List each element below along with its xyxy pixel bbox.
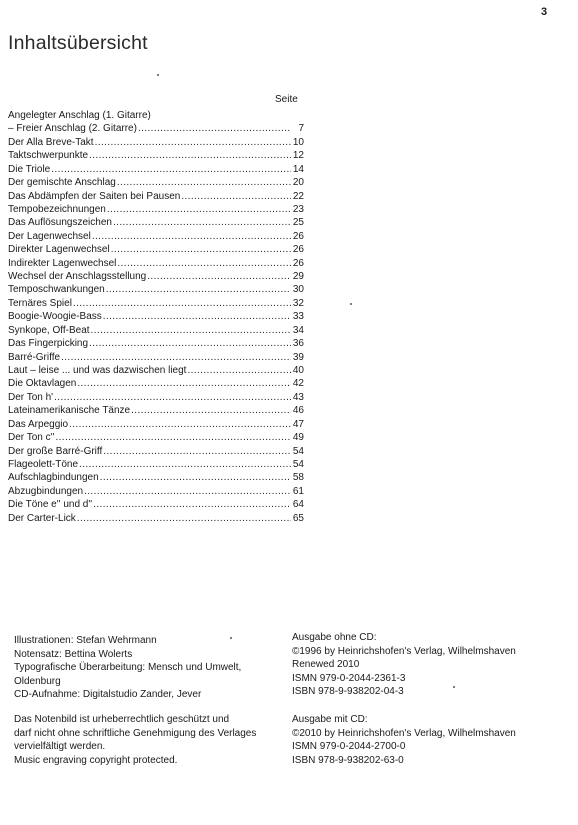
copyright-notice — [14, 713, 256, 767]
toc-entry-page: 43 — [292, 391, 304, 403]
toc-entry-page: 46 — [292, 405, 304, 417]
toc-leader-dots — [138, 122, 291, 135]
typography-credit: Typografische Überarbeitung: Mensch und Umwelt, — [14, 662, 242, 673]
toc-entry-title: Tempobezeichnungen — [8, 203, 106, 215]
toc-entry-title: Der Carter-Lick — [8, 512, 76, 524]
toc-entry-page: 30 — [292, 284, 304, 296]
credits-block — [14, 634, 241, 702]
toc-entry-title: Indirekter Lagenwechsel — [8, 257, 117, 269]
toc-entry — [8, 471, 304, 484]
toc-entry — [8, 351, 304, 364]
toc-leader-dots — [117, 257, 291, 270]
page-number: 3 — [541, 6, 548, 18]
toc-leader-dots — [113, 216, 291, 229]
toc-entry-title: – Freier Anschlag (2. Gitarre) — [8, 123, 137, 135]
toc-entry-title: Lateinamerikanische Tänze — [8, 405, 131, 417]
edition-heading: Ausgabe mit CD: — [292, 714, 368, 725]
toc-leader-dots — [92, 230, 291, 243]
toc-entry — [8, 109, 304, 122]
toc-entry — [8, 270, 304, 283]
toc-entry-page: 42 — [292, 378, 304, 390]
notice-line: darf nicht ohne schriftliche Genehmigung des Verlages — [14, 727, 257, 739]
toc-leader-dots — [187, 364, 291, 377]
edition-heading: Ausgabe ohne CD: — [292, 632, 377, 643]
toc-entry — [8, 337, 304, 350]
toc-entry-title: Synkope, Off-Beat — [8, 324, 90, 336]
toc-entry — [8, 230, 304, 243]
toc-entry-page: 34 — [292, 324, 304, 336]
toc-entry-title: Barré-Griffe — [8, 351, 61, 363]
toc-entry-title: Flageolett-Töne — [8, 458, 79, 470]
toc-entry — [8, 216, 304, 229]
table-of-contents — [8, 109, 304, 525]
page-title: Inhaltsübersicht — [8, 32, 148, 54]
toc-leader-dots — [77, 377, 291, 390]
toc-entry — [8, 283, 304, 296]
edition-copyright: ©2010 by Heinrichshofen's Verlag, Wilhelmshaven — [292, 727, 516, 739]
scan-speck — [453, 686, 455, 688]
edition-isbn: ISBN 978-9-938202-04-3 — [292, 686, 404, 697]
toc-entry — [8, 404, 304, 417]
toc-leader-dots — [106, 283, 291, 296]
edition-with-cd — [292, 713, 516, 767]
toc-entry — [8, 310, 304, 323]
scan-speck — [350, 303, 352, 305]
toc-entry — [8, 257, 304, 270]
toc-entry-page: 47 — [292, 418, 304, 430]
toc-entry-title: Abzugbindungen — [8, 485, 84, 497]
toc-entry-page: 33 — [292, 311, 304, 323]
toc-entry-page: 26 — [292, 244, 304, 256]
toc-entry-page: 64 — [292, 499, 304, 511]
toc-entry-page: 29 — [292, 271, 304, 283]
toc-entry-title: Die Oktavlagen — [8, 378, 77, 390]
toc-entry — [8, 431, 304, 444]
toc-entry-title: Ternäres Spiel — [8, 297, 72, 309]
toc-entry — [8, 512, 304, 525]
toc-page-column-header: Seite — [275, 94, 298, 105]
notesetting-credit: Notensatz: Bettina Wolerts — [14, 648, 133, 660]
toc-entry-title: Das Auflösungszeichen — [8, 217, 112, 229]
toc-entry — [8, 418, 304, 431]
toc-entry-title: Der Alla Breve-Takt — [8, 136, 94, 148]
toc-entry-page: 54 — [292, 445, 304, 457]
illustrations-credit: Illustrationen: Stefan Wehrmann — [14, 635, 157, 646]
toc-leader-dots — [147, 270, 291, 283]
toc-entry-title: Der große Barré-Griff — [8, 445, 103, 457]
scan-speck — [157, 74, 159, 76]
toc-entry-title: Angelegter Anschlag (1. Gitarre) — [8, 110, 151, 121]
toc-leader-dots — [103, 310, 291, 323]
toc-entry — [8, 136, 304, 149]
toc-entry — [8, 176, 304, 189]
toc-leader-dots — [181, 190, 291, 203]
toc-entry-title: Die Triole — [8, 163, 51, 175]
toc-entry-page: 14 — [292, 163, 304, 175]
toc-entry-title: Aufschlagbindungen — [8, 472, 99, 484]
toc-leader-dots — [103, 445, 291, 458]
toc-entry-page: 22 — [292, 190, 304, 202]
toc-entry — [8, 445, 304, 458]
toc-leader-dots — [107, 203, 291, 216]
notice-line: vervielfältigt werden. — [14, 741, 106, 752]
cd-recording-credit: CD-Aufnahme: Digitalstudio Zander, Jever — [14, 689, 202, 700]
toc-leader-dots — [69, 418, 291, 431]
toc-entry-title: Der Lagenwechsel — [8, 230, 91, 242]
toc-entry-page: 40 — [292, 365, 304, 377]
toc-entry-page: 54 — [292, 458, 304, 470]
toc-entry-title: Das Fingerpicking — [8, 338, 89, 350]
toc-leader-dots — [131, 404, 291, 417]
toc-leader-dots — [89, 149, 291, 162]
typography-credit-cont: Oldenburg — [14, 675, 61, 687]
toc-entry-page: 23 — [292, 203, 304, 215]
toc-entry — [8, 163, 304, 176]
toc-entry-page: 61 — [292, 485, 304, 497]
toc-leader-dots — [111, 243, 291, 256]
toc-entry — [8, 391, 304, 404]
toc-entry-page: 12 — [292, 150, 304, 162]
toc-entry — [8, 297, 304, 310]
toc-entry-title: Wechsel der Anschlagsstellung — [8, 271, 147, 283]
toc-entry-page: 39 — [292, 351, 304, 363]
toc-leader-dots — [61, 351, 291, 364]
notice-line: Das Notenbild ist urheberrechtlich geschützt und — [14, 714, 230, 725]
toc-entry — [8, 324, 304, 337]
toc-entry — [8, 364, 304, 377]
toc-leader-dots — [93, 498, 291, 511]
edition-renewed: Renewed 2010 — [292, 659, 360, 670]
toc-entry — [8, 377, 304, 390]
toc-entry-page: 36 — [292, 338, 304, 350]
toc-entry-page: 26 — [292, 257, 304, 269]
toc-entry-title: Laut – leise ... und was dazwischen liegt — [8, 365, 187, 377]
toc-entry-page: 25 — [292, 217, 304, 229]
toc-entry-page: 65 — [292, 512, 304, 524]
toc-leader-dots — [100, 471, 291, 484]
toc-entry-title: Taktschwerpunkte — [8, 150, 89, 162]
toc-entry-title: Temposchwankungen — [8, 284, 105, 296]
toc-leader-dots — [55, 431, 291, 444]
toc-entry — [8, 122, 304, 135]
toc-leader-dots — [73, 297, 291, 310]
toc-entry-page: 32 — [292, 297, 304, 309]
edition-isbn: ISBN 978-9-938202-63-0 — [292, 754, 404, 766]
toc-entry-page: 26 — [292, 230, 304, 242]
toc-entry — [8, 485, 304, 498]
toc-leader-dots — [91, 324, 291, 337]
toc-entry-page: 10 — [292, 136, 304, 148]
toc-entry-title: Der Ton h' — [8, 391, 54, 403]
toc-entry-title: Das Abdämpfen der Saiten bei Pausen — [8, 190, 181, 202]
edition-ismn: ISMN 979-0-2044-2700-0 — [292, 741, 406, 752]
toc-leader-dots — [84, 485, 291, 498]
scan-speck — [230, 637, 232, 639]
toc-leader-dots — [117, 176, 291, 189]
edition-copyright: ©1996 by Heinrichshofen's Verlag, Wilhelmshaven — [292, 645, 516, 657]
toc-entry-title: Das Arpeggio — [8, 418, 69, 430]
toc-entry-title: Der gemischte Anschlag — [8, 177, 116, 189]
edition-without-cd — [292, 631, 516, 699]
toc-entry — [8, 149, 304, 162]
toc-entry — [8, 243, 304, 256]
toc-leader-dots — [54, 391, 291, 404]
toc-entry-title: Boogie-Woogie-Bass — [8, 311, 102, 323]
toc-entry-title: Direkter Lagenwechsel — [8, 244, 110, 256]
toc-leader-dots — [89, 337, 291, 350]
toc-entry — [8, 498, 304, 511]
toc-entry-page: 58 — [292, 472, 304, 484]
toc-entry — [8, 190, 304, 203]
toc-entry-page: 49 — [292, 432, 304, 444]
toc-leader-dots — [79, 458, 291, 471]
toc-leader-dots — [77, 512, 291, 525]
toc-entry-page: 7 — [298, 123, 304, 135]
edition-ismn: ISMN 979-0-2044-2361-3 — [292, 672, 406, 684]
toc-leader-dots — [95, 136, 291, 149]
toc-entry — [8, 203, 304, 216]
toc-leader-dots — [51, 163, 291, 176]
notice-line: Music engraving copyright protected. — [14, 754, 178, 766]
toc-entry-title: Die Töne e'' und d'' — [8, 499, 93, 511]
toc-entry — [8, 458, 304, 471]
toc-entry-page: 20 — [292, 177, 304, 189]
toc-entry-title: Der Ton c'' — [8, 432, 55, 444]
